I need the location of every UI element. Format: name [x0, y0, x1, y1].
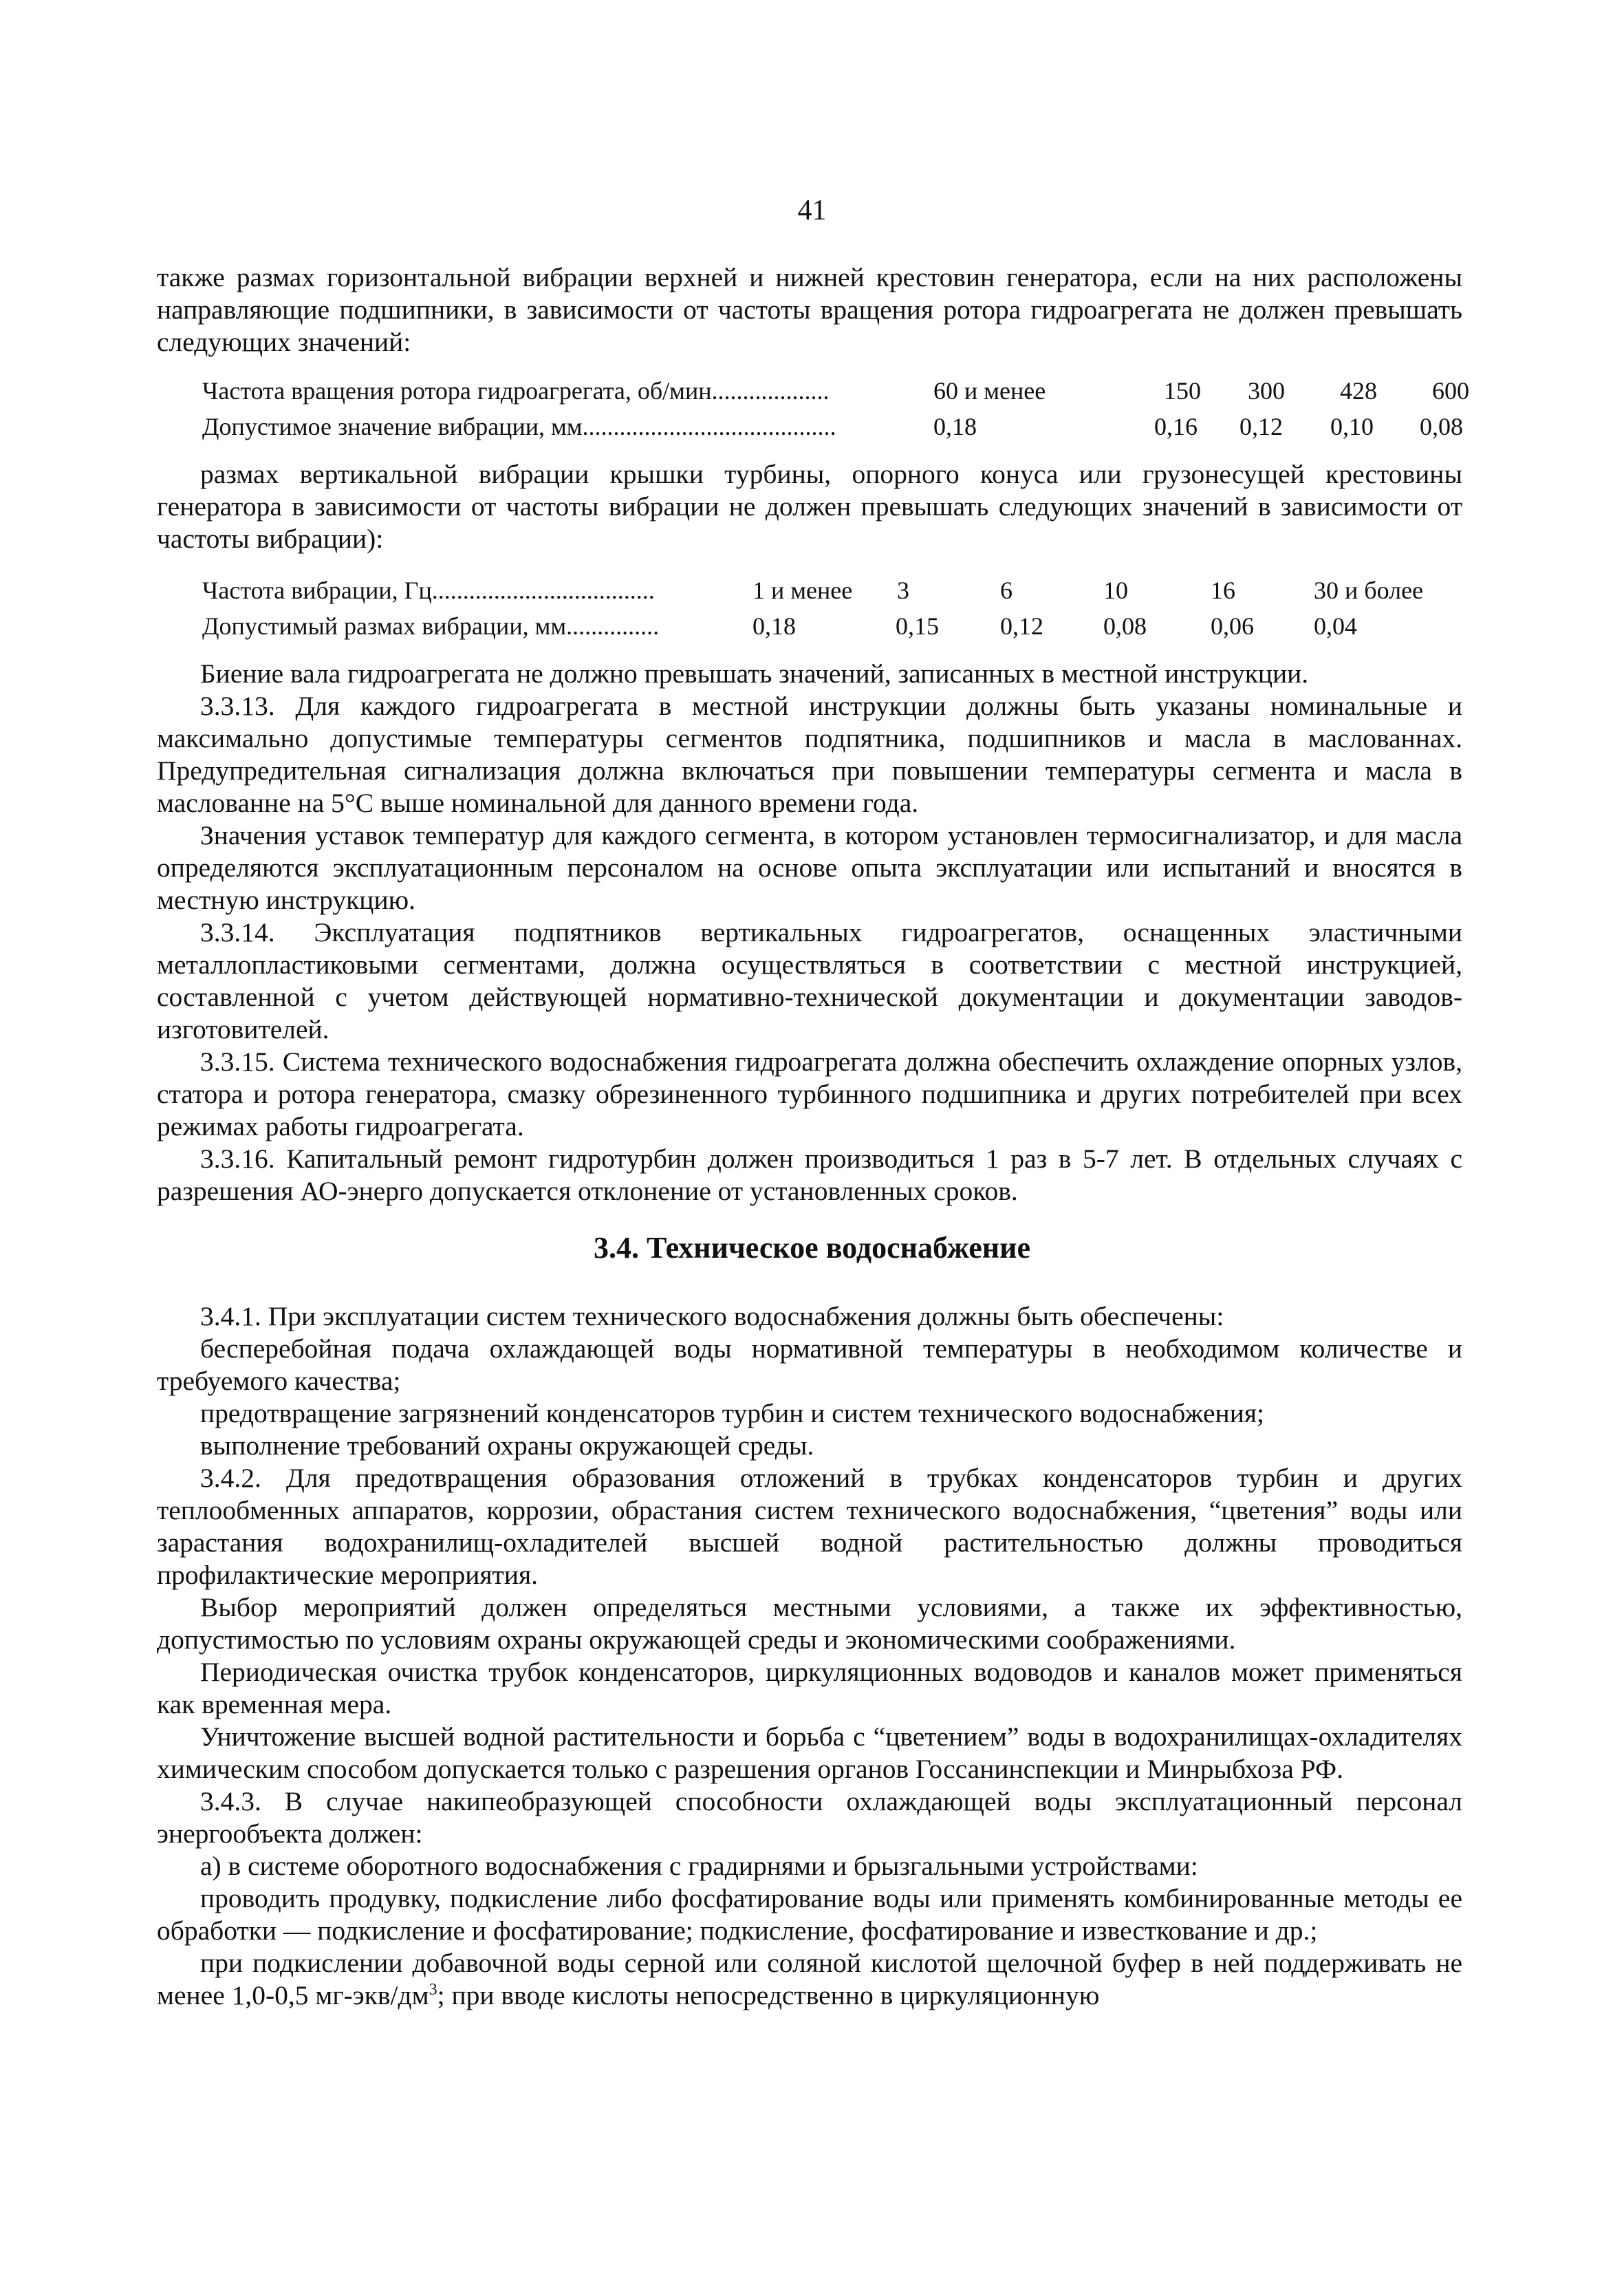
paragraph: Биение вала гидроагрегата не должно превышать значений, записанных в местной инструкции.: [200, 658, 1309, 689]
superscript: 3: [429, 1980, 437, 1999]
table-cell: 0,10: [1330, 413, 1374, 440]
section-heading: 3.4. Техническое водоснабжение: [593, 1231, 1031, 1265]
paragraph-text: ; при вводе кислоты непосредственно в циркуляционную: [437, 1980, 1100, 2010]
paragraph-3-3-13: 3.3.13. Для каждого гидроагрегата в местной инструкции должны быть указаны номинальные и максимально допустимые температуры сегментов подпятника, подшипников и масла в маслованнах. Предупредительная сигнализация должна включаться при повышении температуры сегмента и масла в маслованне на 5°С выше номинальной для данного времени года.: [157, 691, 1462, 818]
table-cell: 600: [1432, 377, 1469, 405]
paragraph-3-3-16: 3.3.16. Капитальный ремонт гидротурбин должен производиться 1 раз в 5-7 лет. В отдельных случаях с разрешения АО-энерго допускается отклонение от установленных сроков.: [157, 1144, 1462, 1206]
paragraph: Выбор мероприятий должен определяться местными условиями, а также их эффективностью, допустимостью по условиям охраны окружающей среды и экономическими соображениями.: [157, 1592, 1462, 1655]
table-cell: 6: [1000, 577, 1013, 604]
table-cell: 10: [1103, 577, 1128, 604]
table-cell: 0,12: [1000, 612, 1043, 640]
paragraph-3-3-14: 3.3.14. Эксплуатация подпятников вертикальных гидроагрегатов, оснащенных эластичными металлопластиковыми сегментами, должна осуществляться в соответствии с местной инструкцией, составленной с учетом действующей нормативно-технической документации и документации заводов-изготовителей.: [157, 917, 1462, 1044]
paragraph-3-4-2: 3.4.2. Для предотвращения образования отложений в трубках конденсаторов турбин и других теплообменных аппаратов, коррозии, обрастания систем технического водоснабжения, “цветения” воды или зарастания водохранилищ-охладителей высшей водной растительностью должны проводиться профилактические мероприятия.: [157, 1463, 1462, 1590]
table-cell: 1 и менее: [753, 577, 853, 604]
table-cell: 150: [1164, 377, 1201, 405]
table-cell: 0,15: [896, 612, 939, 640]
row-label: Частота вращения ротора гидроагрегата, об/мин...................: [202, 377, 830, 405]
table-cell: 0,12: [1239, 413, 1283, 440]
paragraph: а) в системе оборотного водоснабжения с градирнями и брызгальными устройствами:: [200, 1851, 1198, 1881]
row-label: Частота вибрации, Гц....................................: [202, 577, 655, 604]
table-cell: 60 и менее: [933, 377, 1046, 405]
paragraph: проводить продувку, подкисление либо фосфатирование воды или применять комбинированные методы ее обработки — подкисление и фосфатирование; подкисление, фосфатирование и известкование и др.;: [157, 1883, 1462, 1946]
body-block: [157, 658, 1462, 1207]
table-cell: 0,18: [753, 612, 796, 640]
table-cell: 0,16: [1154, 413, 1198, 440]
paragraph: бесперебойная подача охлаждающей воды нормативной температуры в необходимом количестве и требуемого качества;: [157, 1333, 1462, 1396]
intro-block: [157, 261, 1462, 358]
paragraph: Уничтожение высшей водной растительности и борьба с “цветением” воды в водохранилищах-охладителях химическим способом допускается только с разрешения органов Госсанинспекции и Минрыбхоза РФ.: [157, 1721, 1462, 1784]
page-number: 41: [797, 195, 827, 226]
paragraph-3-3-15: 3.3.15. Система технического водоснабжения гидроагрегата должна обеспечить охлаждение опорных узлов, статора и ротора генератора, смазку обрезиненного турбинного подшипника и других потребителей при всех режимах работы гидроагрегата.: [157, 1046, 1462, 1141]
table-cell: 0,08: [1420, 413, 1463, 440]
table-cell: 16: [1211, 577, 1235, 604]
table-cell: 3: [897, 577, 909, 604]
row-label: Допустимое значение вибрации, мм.........................................: [202, 413, 836, 440]
row-label: Допустимый размах вибрации, мм...............: [202, 612, 660, 640]
paragraph-3-4-1: 3.4.1. При эксплуатации систем технического водоснабжения должны быть обеспечены:: [200, 1301, 1224, 1331]
table-cell: 0,04: [1314, 612, 1357, 640]
paragraph: размах вертикальной вибрации крышки турбины, опорного конуса или грузонесущей крестовины генератора в зависимости от частоты вибрации не должен превышать следующих значений в зависимости от частоты вибрации):: [157, 459, 1462, 554]
paragraph-3-4-3: 3.4.3. В случае накипеобразующей способности охлаждающей воды эксплуатационный персонал энергообъекта должен:: [157, 1786, 1462, 1849]
section-block: [157, 1300, 1462, 2012]
table-cell: 30 и более: [1314, 577, 1424, 604]
paragraph: [157, 1947, 1462, 2012]
table-cell: 428: [1340, 377, 1377, 405]
paragraph: выполнение требований охраны окружающей среды.: [200, 1430, 814, 1461]
paragraph: также размах горизонтальной вибрации верхней и нижней крестовин генератора, если на них расположены направляющие подшипники, в зависимости от частоты вращения ротора гидроагрегата не должен превышать следующих значений:: [157, 262, 1462, 357]
paragraph: Периодическая очистка трубок конденсаторов, циркуляционных водоводов и каналов может применяться как временная мера.: [157, 1657, 1462, 1719]
paragraph: предотвращение загрязнений конденсаторов турбин и систем технического водоснабжения;: [200, 1398, 1264, 1428]
paragraph: Значения уставок температур для каждого сегмента, в котором установлен термосигнализатор, и для масла определяются эксплуатационным персоналом на основе опыта эксплуатации или испытаний и вносятся в местную инструкцию.: [157, 820, 1462, 915]
mid-block: [157, 458, 1462, 555]
table-cell: 300: [1248, 377, 1285, 405]
table-cell: 0,18: [933, 413, 977, 440]
paragraph-text: при подкислении добавочной воды серной или соляной кислотой щелочной буфер в ней поддерживать не менее 1,0-0,5 мг-экв/дм: [157, 1948, 1462, 2010]
table-cell: 0,06: [1211, 612, 1254, 640]
table-cell: 0,08: [1103, 612, 1147, 640]
